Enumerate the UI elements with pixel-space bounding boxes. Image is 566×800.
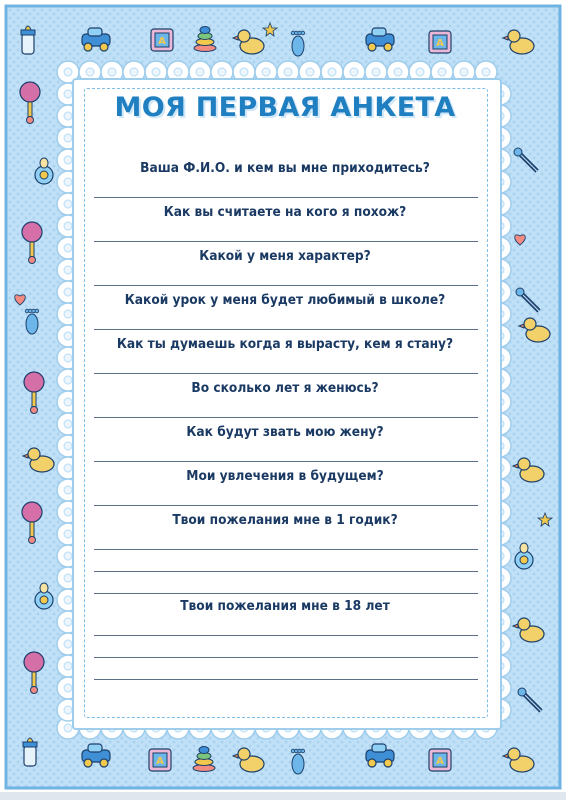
question-2: Как вы считаете на кого я похож?	[163, 204, 407, 220]
answer-line[interactable]	[94, 679, 478, 680]
question-7: Как будут звать мою жену?	[186, 424, 384, 440]
answer-line[interactable]	[94, 549, 478, 550]
question-5: Как ты думаешь когда я вырасту, кем я стану?	[116, 336, 454, 352]
answer-line[interactable]	[94, 657, 478, 658]
answer-line[interactable]	[94, 593, 478, 594]
answer-line[interactable]	[94, 417, 478, 418]
question-1: Ваша Ф.И.О. и кем вы мне приходитесь?	[140, 160, 430, 176]
answer-line[interactable]	[94, 571, 478, 572]
svg-text:A: A	[158, 36, 166, 47]
dashed-inner-border	[84, 88, 488, 718]
svg-text:A: A	[436, 756, 444, 767]
svg-text:A: A	[156, 756, 164, 767]
answer-line[interactable]	[94, 461, 478, 462]
answer-line[interactable]	[94, 197, 478, 198]
answer-line[interactable]	[94, 635, 478, 636]
letter-block-icon	[151, 29, 173, 51]
page-title: МОЯ ПЕРВАЯ АНКЕТА	[114, 92, 456, 123]
answer-line[interactable]	[94, 505, 478, 506]
letter-block-icon	[429, 31, 451, 53]
question-4: Какой урок у меня будет любимый в школе?	[124, 292, 446, 308]
letter-block-icon	[429, 749, 451, 771]
baby-bottle-icon	[21, 26, 35, 54]
question-8: Мои увлечения в будущем?	[186, 468, 384, 484]
question-9: Твои пожелания мне в 1 годик?	[172, 512, 398, 528]
question-3: Какой у меня характер?	[199, 248, 371, 264]
question-6: Во сколько лет я женюсь?	[191, 380, 379, 396]
answer-line[interactable]	[94, 373, 478, 374]
svg-text:A: A	[436, 38, 444, 49]
question-10: Твои пожелания мне в 18 лет	[180, 598, 390, 614]
letter-block-icon	[149, 749, 171, 771]
answer-line[interactable]	[94, 285, 478, 286]
answer-line[interactable]	[94, 241, 478, 242]
answer-line[interactable]	[94, 329, 478, 330]
baby-bottle-icon	[23, 738, 37, 766]
